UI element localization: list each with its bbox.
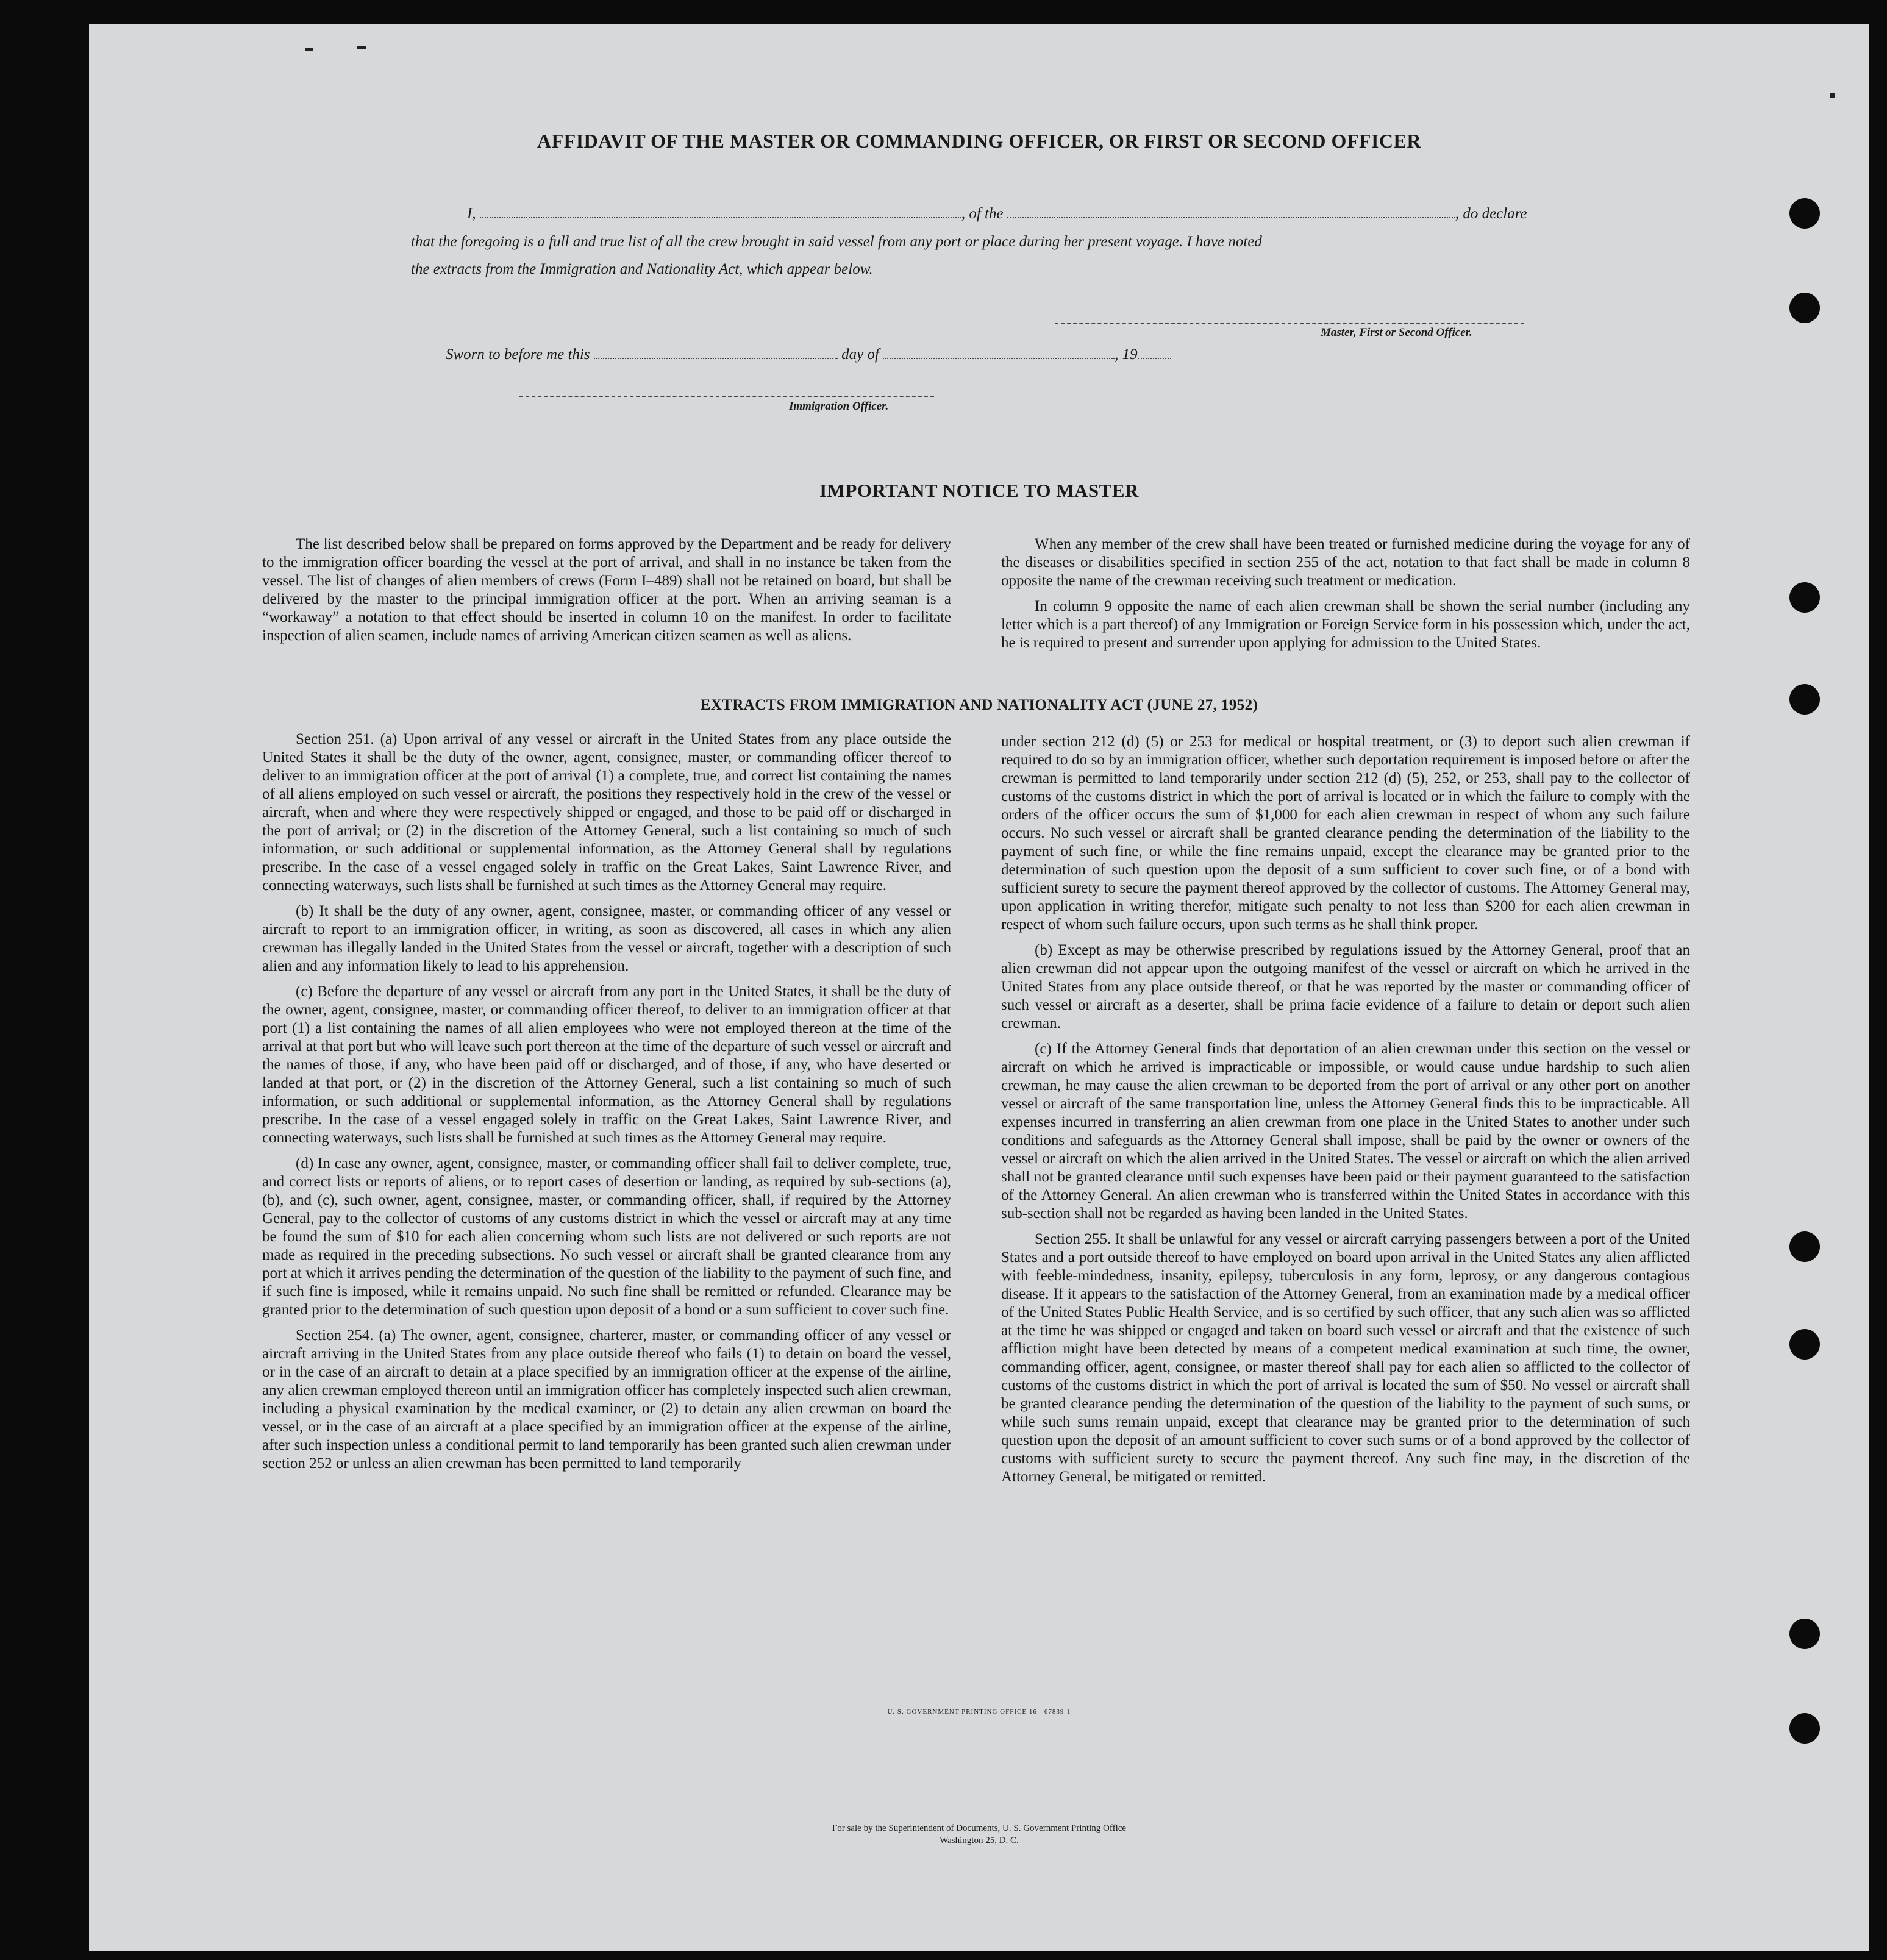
declaration-text-1: that the foregoing is a full and true list of all the crew brought in said vessel from any port or place during her present voyage. I have noted [411,233,1262,250]
extracts-title: EXTRACTS FROM IMMIGRATION AND NATIONALITY ACT (JUNE 27, 1952) [700,697,1258,713]
sale-line-2: Washington 25, D. C. [940,1836,1019,1845]
binder-hole [1789,582,1820,613]
binder-hole [1789,1329,1820,1360]
section-254a: Section 254. (a) The owner, agent, consignee, charterer, master, or commanding officer of any vessel or aircraft arriving in the United States from any place outside thereof who fails (1) to detain on board the vessel, or in the case of an aircraft to detain at a place specified by an immigration officer at the expense of the airline, any alien crewman employed thereon until an immigration officer has completely inspected such alien crewman, including a physical examination by the medical examiner, or (2) to detain any alien crewman on board the vessel, or in the case of an aircraft at a place specified by an immigration officer at the expense of the airline, after such inspection unless a conditional permit to land temporarily has been granted such alien crewman under section 252 or unless an alien crewman has been permitted to land temporarily [262,1327,951,1472]
i-label: I, [467,205,476,222]
section-251a: Section 251. (a) Upon arrival of any vessel or aircraft in the United States from any place outside the United States it shall be the duty of the owner, agent, consignee, master, or commanding officer thereof to deliver to an immigration officer at the port of arrival (1) a complete, true, and correct list containing the names of all aliens employed on such vessel or aircraft, the positions they respectively hold in the crew of the vessel or aircraft, when and where they were respectively shipped or engaged, and those to be paid off or discharged in the port of arrival; or (2) in the discretion of the Attorney General, such a list containing so much of such information, or such additional or supplemental information, as the Attorney General shall by regulations prescribe. In the case of a vessel engaged solely in traffic on the Great Lakes, Saint Lawrence River, and connecting waterways, such lists shall be furnished at such times as the Attorney General may require. [262,731,951,894]
year-label: , 19 [1115,346,1138,363]
sworn-line [446,346,1171,363]
notice-right-column [1001,535,1690,660]
scan-mark [1830,93,1835,98]
master-signature-line [1055,323,1524,324]
section-251c: (c) Before the departure of any vessel or aircraft from any port in the United States, it shall be the duty of the owner, agent, consignee, master, or commanding officer thereof, to deliver to an immigration officer at that port (1) a list containing the names of all alien employees who were not employed thereon at the time of the arrival at that port but who will leave such port thereon at the time of the departure of such vessel or aircraft and the names of those, if any, who have been paid off or discharged, and of those, if any, who have deserted or landed at that port, or (2) in the discretion of the Attorney General, such a list containing so much of such information, or such additional or supplemental information, as the Attorney General shall by regulations prescribe. In the case of a vessel engaged solely in traffic on the Great Lakes, Saint Lawrence River, and connecting waterways, such lists shall be furnished at such times as the Attorney General may require. [262,983,951,1146]
name-blank [480,206,961,218]
position-blank [1007,206,1455,218]
sworn-label: Sworn to before me this [446,346,590,363]
section-251b: (b) It shall be the duty of any owner, agent, consignee, master, or commanding officer of any vessel or aircraft to report to an immigration officer, in writing, as soon as discovered, all cases in which any alien crewman has illegally landed in the United States from the vessel or aircraft, together with a description of such alien and any information likely to lead to his apprehension. [262,903,951,974]
declaration-name-line [467,205,1527,223]
affidavit-title: AFFIDAVIT OF THE MASTER OR COMMANDING OFFICER, OR FIRST OR SECOND OFFICER [537,130,1421,152]
officer-signature-line [519,396,934,397]
notice-paragraph: The list described below shall be prepared on forms approved by the Department and be ready for delivery to the immigration officer boarding the vessel at the port of arrival, and shall in no instance be taken from the vessel. The list of changes of alien members of crews (Form I–489) shall not be retained on board, but shall be delivered by the master to the principal immigration officer at the port. When an arriving seaman is a “workaway” a notation to that effect should be inserted in column 10 on the manifest. In order to facilitate inspection of alien seamen, include names of arriving American citizen seamen as well as aliens. [262,536,951,644]
printing-office-line: U. S. GOVERNMENT PRINTING OFFICE 16—67839-1 [887,1708,1071,1716]
year-blank [1138,347,1171,359]
scan-mark [357,46,366,49]
of-the-label: , of the [961,205,1004,222]
binder-hole [1789,293,1820,323]
notice-paragraph: When any member of the crew shall have been treated or furnished medicine during the voyage for any of the diseases or disabilities specified in section 255 of the act, notation to that fact shall be made in column 8 opposite the name of the crewman receiving such treatment or medication. [1001,536,1690,589]
month-blank [883,347,1115,359]
notice-title: IMPORTANT NOTICE TO MASTER [819,480,1139,501]
master-signature-label: Master, First or Second Officer. [1321,326,1472,339]
document-page [89,24,1869,1951]
section-251d: (d) In case any owner, agent, consignee, master, or commanding officer shall fail to deliver complete, true, and correct lists or reports of aliens, or to report cases of desertion or landing, as required by sub-sections (a), (b), and (c), such owner, agent, consignee, master, or commanding officer, shall, if required by the Attorney General, pay to the collector of customs of any customs district in which the vessel or aircraft may at any time be found the sum of $10 for each alien concerning whom such lists are not delivered or such reports are not made as required in the preceding subsections. No such vessel or aircraft shall be granted clearance from any port at which it arrives pending the determination of the question of the liability to the payment of such fine, and if such fine is imposed, while it remains unpaid. No such fine shall be remitted or refunded. Clearance may be granted prior to the determination of such question upon deposit of a bond or a sum sufficient to cover such fine. [262,1155,951,1318]
do-declare-label: , do declare [1455,205,1527,222]
section-254b: (b) Except as may be otherwise prescribed by regulations issued by the Attorney General, proof that an alien crewman did not appear upon the outgoing manifest of the vessel or aircraft on which he arrived in the United States from any place outside thereof, or that he was reported by the master or commanding officer of such vessel or aircraft as a deserter, shall be prima facie evidence of a failure to detain or deport such alien crewman. [1001,942,1690,1032]
binder-hole [1789,1619,1820,1649]
binder-hole [1789,1713,1820,1744]
section-254c: (c) If the Attorney General finds that deportation of an alien crewman under this section on the vessel or aircraft on which he arrived is impracticable or impossible, or would cause undue hardship to such alien crewman, he may cause the alien crewman to be deported from the port of arrival or any other port on another vessel or aircraft of the same transportation line, unless the Attorney General finds this to be impracticable. All expenses incurred in transferring an alien crewman from one place in the United States to another under such conditions and safeguards as the Attorney General shall impose, shall be paid by the owner or owners of the vessel or aircraft on which the alien arrived in the United States. The vessel or aircraft on which the alien arrived shall not be granted clearance until such expenses have been paid or their payment guaranteed to the satisfaction of the Attorney General. An alien crewman who is transferred within the United States in accordance with this sub-section shall not be regarded as having been landed in the United States. [1001,1041,1690,1222]
binder-hole [1789,198,1820,229]
extracts-right-column [1001,733,1690,1494]
declaration-text-2: the extracts from the Immigration and Nationality Act, which appear below. [411,261,873,277]
day-blank [594,347,838,359]
day-of-label: day of [841,346,879,363]
sale-line-1: For sale by the Superintendent of Documents, U. S. Government Printing Office [832,1823,1127,1833]
section-254a-continued: under section 212 (d) (5) or 253 for medical or hospital treatment, or (3) to deport such alien crewman if required to do so by an immigration officer, whether such deportation requirement is imposed before or after the crewman is permitted to land temporarily under section 212 (d) (5), 252, or 253, shall pay to the collector of customs of the customs district in which the port of arrival is located or in which the failure to comply with the orders of the officer occurs the sum of $1,000 for each alien crewman in respect of whom any such failure occurs. No such vessel or aircraft shall be granted clearance pending the determination of the liability to the payment of such fine, or while the fine remains unpaid, except the clearance may be granted prior to the determination of such question upon the deposit of a sum sufficient to cover such fine, or of a bond with sufficient surety to secure the payment thereof approved by the collector of customs. The Attorney General may, upon application in writing therefor, mitigate such penalty to not less than $200 for each alien crewman in respect of whom such failure occurs, upon such terms as he shall think proper. [1001,733,1690,933]
scan-mark [305,48,313,51]
notice-left-column [262,535,951,652]
notice-paragraph: In column 9 opposite the name of each alien crewman shall be shown the serial number (including any letter which is a part thereof) of any Immigration or Foreign Service form in his possession which, under the act, he is required to present and surrender upon applying for admission to the United States. [1001,598,1690,651]
officer-signature-label: Immigration Officer. [789,400,889,413]
section-255: Section 255. It shall be unlawful for any vessel or aircraft carrying passengers between a port of the United States and a port outside thereof to have employed on board upon arrival in the United States any alien afflicted with feeble-mindedness, insanity, epilepsy, tuberculosis in any form, leprosy, or any dangerous contagious disease. If it appears to the satisfaction of the Attorney General, from an examination made by a medical officer of the United States Public Health Service, and is so certified by such officer, that any such alien was so afflicted at the time he was shipped or engaged and taken on board such vessel or aircraft and that the existence of such affliction might have been detected by means of a competent medical examination at such time, the owner, commanding officer, agent, consignee, or master thereof shall pay for each alien so afflicted to the collector of customs of the customs district in which the port of arrival is located the sum of $50. No vessel or aircraft shall be granted clearance pending the determination of the question of the liability to the payment of such sums, or while such sums remain unpaid, except that clearance may be granted prior to the determination of such question upon the deposit of an amount sufficient to cover such sums or of a bond approved by the collector of customs with sufficient surety to secure the payment thereof. Any such fine may, in the discretion of the Attorney General, be mitigated or remitted. [1001,1231,1690,1485]
extracts-left-column [262,730,951,1480]
binder-hole [1789,1231,1820,1262]
